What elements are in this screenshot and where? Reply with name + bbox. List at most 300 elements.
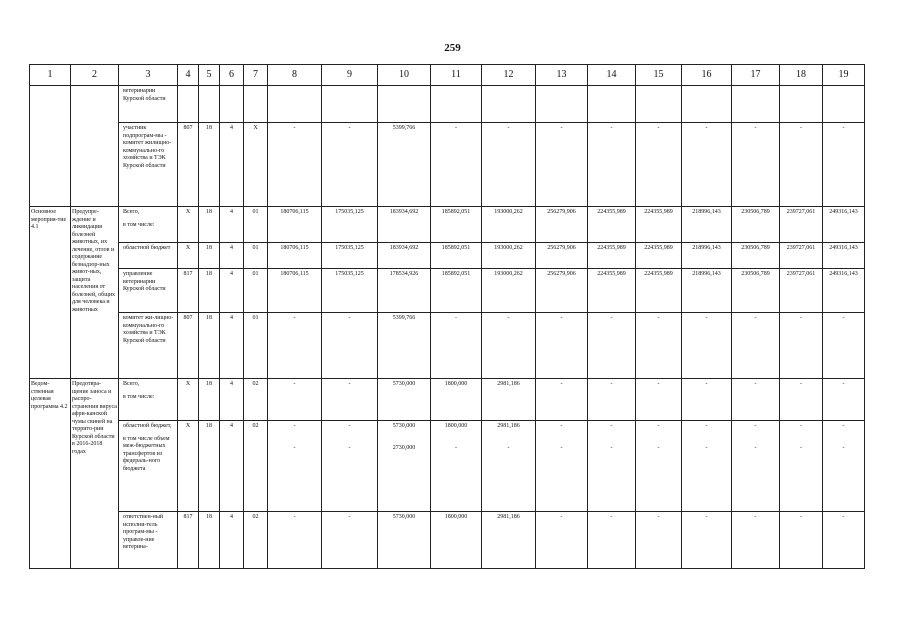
- value: 2981,186: [497, 514, 520, 520]
- value-cell-col4: [178, 512, 199, 569]
- cell: [322, 86, 378, 123]
- value: -: [348, 381, 351, 387]
- value: 185892,051: [441, 245, 471, 251]
- value: -: [293, 423, 296, 429]
- value: 249316,143: [829, 245, 858, 251]
- header-cell-col16: 16: [682, 65, 732, 86]
- value: 807: [183, 125, 193, 131]
- value-cell-col11: [431, 421, 482, 512]
- value-cell-col18: [780, 512, 823, 569]
- value-cell-col14: [588, 123, 636, 207]
- value: 4: [230, 245, 233, 251]
- value-cell-col9: [322, 269, 378, 313]
- federal-transfer-value: -: [754, 444, 757, 451]
- value: Х: [185, 381, 191, 387]
- value-cell-col6: [220, 379, 244, 421]
- header-cell-col11: 11: [431, 65, 482, 86]
- table-row: [30, 123, 865, 207]
- value: 4: [230, 423, 233, 429]
- value-cell-col7: [244, 313, 268, 379]
- federal-transfer-value: 2730,000: [392, 444, 416, 451]
- value-cell-col11: [431, 379, 482, 421]
- value-cell-col7: [244, 207, 268, 243]
- row-label: [119, 207, 178, 243]
- table-row: [30, 269, 865, 313]
- value-cell-col12: [482, 421, 536, 512]
- header-cell-col17: 17: [732, 65, 780, 86]
- value: 180706,115: [280, 245, 309, 251]
- value: 18: [206, 245, 212, 251]
- value: 249316,143: [829, 271, 858, 277]
- value: 180706,115: [280, 209, 309, 215]
- value-cell-col15: [636, 512, 682, 569]
- value: -: [507, 315, 510, 321]
- value: 249316,143: [829, 209, 858, 215]
- value-cell-col16: [682, 512, 732, 569]
- value-cell-col16: [682, 269, 732, 313]
- header-cell-col3: 3: [119, 65, 178, 86]
- federal-transfer-value: -: [293, 444, 296, 451]
- value: -: [842, 381, 845, 387]
- value: 218996,143: [692, 271, 721, 277]
- value: 178534,926: [389, 271, 419, 277]
- value: 175035,125: [335, 271, 364, 277]
- value: 18: [206, 423, 212, 429]
- value-cell-col16: [682, 207, 732, 243]
- value-cell-col6: [220, 269, 244, 313]
- value-cell-col10: [378, 313, 431, 379]
- table-row: [30, 421, 865, 512]
- value-cell-col18: [780, 123, 823, 207]
- value: Х: [185, 423, 191, 429]
- value-cell-col8: [268, 421, 322, 512]
- value: -: [348, 125, 351, 131]
- value: -: [657, 423, 660, 429]
- value-cell-col12: [482, 313, 536, 379]
- value: 1800,000: [444, 423, 468, 429]
- value: -: [293, 125, 296, 131]
- value-cell-col13: [536, 512, 588, 569]
- header-cell-col15: 15: [636, 65, 682, 86]
- value-cell-col5: [199, 123, 220, 207]
- value-cell-col19: [823, 379, 865, 421]
- value: 01: [252, 271, 259, 277]
- value: 1800,000: [444, 514, 468, 520]
- label-total: Всего,: [123, 381, 140, 387]
- value-cell-col10: [378, 123, 431, 207]
- value: 807: [183, 315, 193, 321]
- row-label: [119, 421, 178, 512]
- value-cell-col6: [220, 313, 244, 379]
- value-cell-col7: [244, 269, 268, 313]
- value-cell-col8: [268, 379, 322, 421]
- value-cell-col16: [682, 379, 732, 421]
- value-cell-col19: [823, 421, 865, 512]
- federal-transfer-value: -: [842, 444, 845, 451]
- value: 193000,262: [494, 209, 523, 215]
- value: -: [842, 423, 845, 429]
- value-cell-col16: [682, 421, 732, 512]
- value: Х: [185, 209, 191, 215]
- page-number: 259: [444, 42, 461, 54]
- value-cell-col10: [378, 512, 431, 569]
- value: 5730,000: [392, 423, 416, 429]
- value-cell-col8: [268, 269, 322, 313]
- value: -: [800, 125, 802, 131]
- value: 2981,186: [497, 381, 520, 387]
- value: 01: [252, 209, 259, 215]
- table-row: [30, 313, 865, 379]
- header-cell-col1: 1: [30, 65, 71, 86]
- federal-transfer-value: -: [455, 444, 457, 451]
- row-label: областной бюджет: [119, 243, 178, 269]
- value-cell-col12: [482, 269, 536, 313]
- value: 185892,051: [441, 271, 471, 277]
- value-cell-col9: [322, 207, 378, 243]
- value-cell-col15: [636, 421, 682, 512]
- cell: [482, 86, 536, 123]
- cell-col2: [71, 86, 119, 207]
- value: -: [754, 125, 757, 131]
- value: 230506,789: [741, 209, 770, 215]
- value-cell-col15: [636, 379, 682, 421]
- value: 239727,061: [786, 245, 816, 251]
- value-cell-col5: [199, 269, 220, 313]
- row-label: ветеринарии Курской области: [119, 86, 178, 123]
- value-cell-col14: [588, 313, 636, 379]
- value-cell-col11: [431, 243, 482, 269]
- value: 18: [206, 315, 212, 321]
- cell: [199, 86, 220, 123]
- cell: [378, 86, 431, 123]
- value: -: [705, 423, 708, 429]
- value-cell-col19: [823, 269, 865, 313]
- federal-transfer-value: -: [560, 444, 563, 451]
- value-cell-col14: [588, 207, 636, 243]
- cell: [536, 86, 588, 123]
- value-cell-col12: [482, 243, 536, 269]
- value: 4: [230, 209, 233, 215]
- value-cell-col19: [823, 207, 865, 243]
- header-cell-col10: 10: [378, 65, 431, 86]
- value: 02: [252, 514, 259, 520]
- value-cell-col8: [268, 313, 322, 379]
- value-cell-col6: [220, 207, 244, 243]
- value-cell-col9: [322, 243, 378, 269]
- value: 18: [206, 381, 212, 387]
- value-cell-col19: [823, 313, 865, 379]
- value: -: [705, 315, 708, 321]
- value: 4: [230, 125, 233, 131]
- value-cell-col15: [636, 123, 682, 207]
- value-cell-col10: [378, 207, 431, 243]
- value-cell-col4: [178, 207, 199, 243]
- value: -: [705, 125, 708, 131]
- value: -: [348, 514, 351, 520]
- value-cell-col9: [322, 313, 378, 379]
- value: -: [800, 381, 802, 387]
- header-cell-col13: 13: [536, 65, 588, 86]
- value-cell-col17: [732, 512, 780, 569]
- value: -: [610, 514, 613, 520]
- federal-transfer-value: -: [348, 444, 351, 451]
- value-cell-col15: [636, 269, 682, 313]
- header-cell-col18: 18: [780, 65, 823, 86]
- value-cell-col17: [732, 313, 780, 379]
- value: 183934,692: [389, 209, 419, 215]
- row-label: ответствен-ный исполни-тель програм-мы - управле-ние ветерина-: [119, 512, 178, 569]
- program-name: Ведом-ственная целевая программа 4.2: [30, 379, 71, 569]
- value: -: [754, 423, 757, 429]
- row-label: управление ветеринарии Курской области: [119, 269, 178, 313]
- value-cell-col16: [682, 123, 732, 207]
- value: 256279,906: [547, 271, 576, 277]
- value: -: [842, 125, 845, 131]
- value: -: [610, 381, 613, 387]
- value: -: [455, 125, 457, 131]
- cell: [220, 86, 244, 123]
- value-cell-col4: [178, 379, 199, 421]
- value: 4: [230, 271, 233, 277]
- value-cell-col18: [780, 207, 823, 243]
- value: 02: [252, 381, 259, 387]
- federal-transfer-value: -: [507, 444, 510, 451]
- value: -: [800, 315, 802, 321]
- value-cell-col13: [536, 421, 588, 512]
- value: -: [610, 423, 613, 429]
- value-cell-col18: [780, 243, 823, 269]
- value-cell-col12: [482, 379, 536, 421]
- value-cell-col14: [588, 512, 636, 569]
- value: 218996,143: [692, 245, 721, 251]
- value: 230506,789: [741, 245, 770, 251]
- value: -: [800, 423, 802, 429]
- value-cell-col13: [536, 123, 588, 207]
- value: -: [610, 315, 613, 321]
- program-description: Предотвра-щение заноса и распро-странения вируса афри-канской чумы свиней на террито-рии Курской области в 2016-2018 годах: [71, 379, 119, 569]
- value-cell-col17: [732, 243, 780, 269]
- value-cell-col4: [178, 243, 199, 269]
- value-cell-col5: [199, 379, 220, 421]
- value: Х: [185, 245, 191, 251]
- value: 224355,989: [644, 271, 673, 277]
- value-cell-col5: [199, 512, 220, 569]
- value-cell-col11: [431, 207, 482, 243]
- header-cell-col4: 4: [178, 65, 199, 86]
- value-cell-col11: [431, 512, 482, 569]
- value-cell-col5: [199, 207, 220, 243]
- value: 239727,061: [786, 209, 816, 215]
- value: -: [657, 381, 660, 387]
- value: 218996,143: [692, 209, 721, 215]
- federal-transfer-value: -: [657, 444, 660, 451]
- row-label: комитет жи-лищно-коммунально-го хозяйства и ТЭК Курской области: [119, 313, 178, 379]
- cell: [732, 86, 780, 123]
- value-cell-col14: [588, 269, 636, 313]
- header-cell-col7: 7: [244, 65, 268, 86]
- cell: [780, 86, 823, 123]
- value-cell-col15: [636, 207, 682, 243]
- header-cell-col9: 9: [322, 65, 378, 86]
- cell-col1: [30, 86, 71, 207]
- value: -: [705, 381, 708, 387]
- table-row: [30, 379, 865, 421]
- cell: [178, 86, 199, 123]
- value-cell-col11: [431, 123, 482, 207]
- value: -: [293, 381, 296, 387]
- value: 5730,000: [392, 514, 416, 520]
- value-cell-col9: [322, 379, 378, 421]
- federal-transfer-value: -: [610, 444, 613, 451]
- value: 185892,051: [441, 209, 471, 215]
- value-cell-col6: [220, 123, 244, 207]
- value: -: [754, 315, 757, 321]
- budget-table: [29, 64, 865, 569]
- value: -: [754, 381, 757, 387]
- value-cell-col9: [322, 512, 378, 569]
- cell: [268, 86, 322, 123]
- value: 18: [206, 125, 212, 131]
- value: -: [560, 315, 563, 321]
- value: -: [293, 315, 296, 321]
- value-cell-col4: [178, 123, 199, 207]
- value-cell-col8: [268, 512, 322, 569]
- value: 193000,262: [494, 271, 523, 277]
- value: -: [657, 514, 660, 520]
- value-cell-col11: [431, 269, 482, 313]
- value-cell-col5: [199, 243, 220, 269]
- value: -: [842, 514, 845, 520]
- value-cell-col9: [322, 421, 378, 512]
- header-cell-col2: 2: [71, 65, 119, 86]
- value-cell-col7: [244, 123, 268, 207]
- value-cell-col4: [178, 421, 199, 512]
- value: 175035,125: [335, 209, 364, 215]
- value: 5399,766: [392, 315, 416, 321]
- header-cell-col14: 14: [588, 65, 636, 86]
- value: 224355,989: [644, 245, 673, 251]
- value: 4: [230, 514, 233, 520]
- value: -: [560, 514, 563, 520]
- value-cell-col15: [636, 313, 682, 379]
- value-cell-col17: [732, 269, 780, 313]
- label-federal-transfers: в том числе объем меж-бюджетных трансфертов из федераль-ного бюджета: [123, 435, 170, 472]
- value: -: [560, 125, 563, 131]
- value-cell-col17: [732, 421, 780, 512]
- value: 817: [183, 514, 193, 520]
- value: 02: [252, 423, 259, 429]
- value: 175035,125: [335, 245, 364, 251]
- value-cell-col18: [780, 421, 823, 512]
- header-cell-col8: 8: [268, 65, 322, 86]
- value: 224355,989: [597, 209, 626, 215]
- value: -: [507, 125, 510, 131]
- value: -: [800, 514, 802, 520]
- value-cell-col13: [536, 379, 588, 421]
- value: 4: [230, 381, 233, 387]
- value: 193000,262: [494, 245, 523, 251]
- value: 1800,000: [444, 381, 468, 387]
- value: 18: [206, 209, 212, 215]
- value: 5399,766: [392, 125, 416, 131]
- header-cell-col5: 5: [199, 65, 220, 86]
- table-row: [30, 512, 865, 569]
- value-cell-col18: [780, 313, 823, 379]
- value: -: [560, 423, 563, 429]
- value: 239727,061: [786, 271, 816, 277]
- header-cell-col19: 19: [823, 65, 865, 86]
- cell: [682, 86, 732, 123]
- value: 224355,989: [597, 271, 626, 277]
- value: -: [705, 514, 708, 520]
- value: -: [657, 125, 660, 131]
- value-cell-col13: [536, 313, 588, 379]
- header-row: [30, 65, 865, 86]
- value: -: [560, 381, 563, 387]
- value-cell-col12: [482, 512, 536, 569]
- value-cell-col7: [244, 421, 268, 512]
- value-cell-col17: [732, 207, 780, 243]
- value-cell-col11: [431, 313, 482, 379]
- value: -: [455, 315, 457, 321]
- label-regional-budget: областной бюджет,: [123, 423, 172, 429]
- value-cell-col7: [244, 379, 268, 421]
- value-cell-col18: [780, 379, 823, 421]
- value-cell-col10: [378, 379, 431, 421]
- value-cell-col18: [780, 269, 823, 313]
- value-cell-col5: [199, 421, 220, 512]
- value-cell-col17: [732, 123, 780, 207]
- value-cell-col6: [220, 421, 244, 512]
- cell: [588, 86, 636, 123]
- value-cell-col6: [220, 512, 244, 569]
- value-cell-col7: [244, 243, 268, 269]
- value: 180706,115: [280, 271, 309, 277]
- value-cell-col5: [199, 313, 220, 379]
- cell: [823, 86, 865, 123]
- table-row: [30, 207, 865, 243]
- measure-description: Предупре-ждение и ликвидация болезней животных, их лечение, отлов и содержание безнадзор-ных живот-ных, защита населения от болезней, общих для человека и животных: [71, 207, 119, 379]
- value: 5730,000: [392, 381, 416, 387]
- value-cell-col6: [220, 243, 244, 269]
- value-cell-col4: [178, 313, 199, 379]
- header-cell-col12: 12: [482, 65, 536, 86]
- value-cell-col7: [244, 512, 268, 569]
- value-cell-col8: [268, 243, 322, 269]
- value-cell-col19: [823, 512, 865, 569]
- value: 817: [183, 271, 193, 277]
- value: 224355,989: [597, 245, 626, 251]
- value-cell-col13: [536, 243, 588, 269]
- value: 230506,789: [741, 271, 770, 277]
- value: -: [348, 315, 351, 321]
- table-row: [30, 243, 865, 269]
- value: 01: [252, 245, 259, 251]
- value-cell-col13: [536, 207, 588, 243]
- cell: [636, 86, 682, 123]
- value-cell-col8: [268, 123, 322, 207]
- federal-transfer-value: -: [800, 444, 802, 451]
- header-cell-col6: 6: [220, 65, 244, 86]
- value-cell-col19: [823, 123, 865, 207]
- value: 256279,906: [547, 245, 576, 251]
- value-cell-col4: [178, 269, 199, 313]
- value-cell-col15: [636, 243, 682, 269]
- value-cell-col9: [322, 123, 378, 207]
- value-cell-col10: [378, 269, 431, 313]
- label-including: в том числе:: [123, 393, 155, 400]
- value: -: [348, 423, 351, 429]
